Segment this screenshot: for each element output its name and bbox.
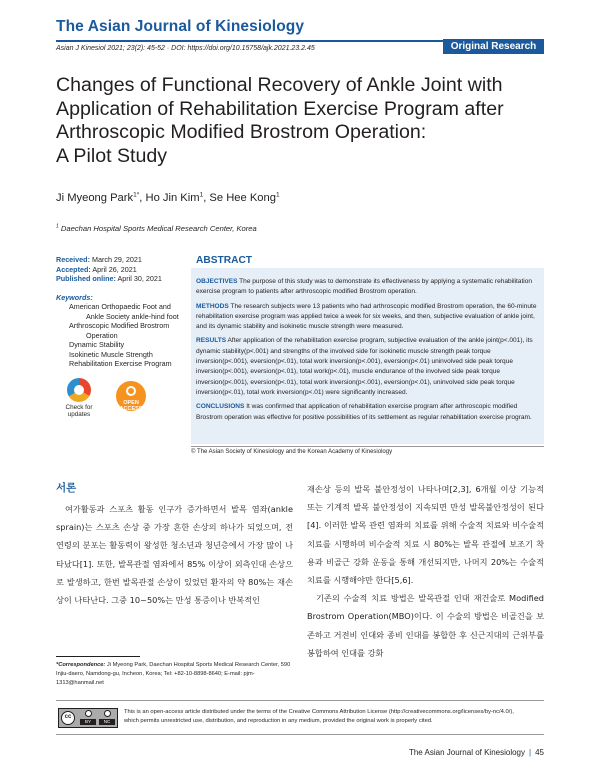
abstract-section-label: CONCLUSIONS [196,403,245,411]
title-line: Arthroscopic Modified Brostrom Operation: [56,121,427,143]
keyword-item: Arthroscopic Modified Brostrom [69,321,170,330]
affiliation-text: Daechan Hospital Sports Medical Research Center, Korea [58,224,257,233]
abstract-objectives [196,277,540,298]
citation-line: Asian J Kinesiol 2021; 23(2): 45-52 · DOI: https://doi.org/10.15758/ajk.2021.23.2.45 [56,45,315,52]
by-label: BY [80,719,96,725]
open-lock-icon [126,386,136,396]
author-list [56,192,280,204]
author-sup: 1 [275,191,280,199]
intro-heading: 서론 [56,482,77,494]
article-type-badge: Original Research [443,39,544,54]
page-number: 45 [535,748,544,757]
dollar-icon [104,710,111,717]
abstract-section-label: RESULTS [196,337,227,345]
author-name: Se Hee Kong [209,192,276,204]
person-icon [85,710,92,717]
abstract-results [196,336,540,398]
intro-paragraph: 여가활동과 스포츠 활동 인구가 증가하면서 발목 염좌(ankle sprain)는 스포츠 손상 중 가장 흔한 손상의 하나가 되었으며, 전 연령의 분포는 활동력이 왕성한 청소년과 청년층에서 가장 많이 나타났다[1]. 또한, 발목관절 염좌에서 85% 이상이 외측인대 손상으로 발생하고, 한번 발목관절 손상이 있었던 환자의 약 80%는 재손상이 나타난다. 그중 10~50%는 만성 통증이나 반복적인 [56,504,293,606]
license-line: This is an open-access article distributed under the terms of the Creative Commons Attribution License (http://creativecommons.org/licenses/by-nc/4.0/), [124,709,514,715]
nc-icon [99,710,115,727]
abstract-section-label: METHODS [196,302,229,310]
check-updates-line1: Check for [65,404,93,411]
abstract-title: ABSTRACT [196,255,253,266]
nc-label: NC [99,719,115,725]
open-access-line2: ACCESS [119,406,143,412]
abstract-conclusions [196,402,540,423]
title-line: Changes of Functional Recovery of Ankle Joint with [56,74,503,96]
cc-icon: cc [61,711,75,725]
keyword-item: American Orthopaedic Foot and [69,302,171,311]
check-updates-icon [67,378,91,402]
author-sep: , [139,192,146,204]
article-dates [56,255,162,284]
author-name: Ho Jin Kim [145,192,200,204]
journal-name: The Asian Journal of Kinesiology [56,18,305,35]
keyword-item: Dynamic Stability [69,340,125,349]
received-date [56,255,162,265]
abstract-methods [196,302,540,333]
abstract-divider [191,446,544,447]
accepted-date [56,265,162,275]
published-label: Published online: [56,274,116,283]
footnote-text: Ji Myeong Park, Daechan Hospital Sports Medical Research Center, 590 Injiu-daero, Namdong-gu, Incheon, Korea; Tel: +82-10-8898-8640; E-mail: pjm-1313@hanmail.net [56,662,291,686]
article-title [56,74,544,168]
keyword-item-cont: Operation [86,330,118,340]
intro-paragraph: 기존의 수술적 치료 방법은 발목관절 인대 재건술로 Modified Brostrom Operation(MBO)이다. 이 수술의 방법은 비골건을 보존하고 거전비 인대와 종비 인대를 봉합한 후 신근지대의 근위부를 봉합하여 인대를 강화 [307,593,544,658]
footnote-rule [56,656,140,657]
intro-paragraph: 재손상 등의 발목 불안정성이 나타나며[2,3], 6개월 이상 기능적 또는 기계적 발목 불안정성이 지속되면 만성 발목불안정성이 된다[4]. 이러한 발목 관련 염좌의 치료를 위해 수술적 치료와 비수술적 치료를 시행하며 비수술적 치료 시 80%는 발목 관절에 보조기 착용과 비골근 강화 운동을 통해 개선되지만, 나머지 20%는 수술적 치료를 시행해야만 한다[5,6]. [307,484,544,586]
footer-journal: The Asian Journal of Kinesiology [408,748,526,757]
accepted-label: Accepted: [56,264,91,274]
license-line: which permits unrestricted use, distribution, and reproduction in any medium, provided the original work is properly cited. [124,718,433,724]
abstract-section-text: The research subjects were 13 patients who had arthroscopic modified Brostrom operation, the 60-minute rehabilitation exercise program was applied twice a week for six weeks, and then, subjective evaluation of ankle joint, and its dynamic stability and isokinetic muscle strength were measured. [196,302,537,331]
cc-license-badge[interactable] [58,708,118,728]
keyword-item: Rehabilitation Exercise Program [69,359,172,368]
page-footer [409,748,544,757]
keywords-list [56,302,186,369]
affiliation [56,224,257,233]
title-line: A Pilot Study [56,144,168,167]
footer-rule [56,734,544,735]
received-label: Received: [56,255,90,264]
intro-left-column [56,500,293,609]
footer-separator: | [529,748,532,757]
author-sup: 1 [199,191,204,199]
check-updates-line2: updates [67,411,91,418]
keyword-item: Isokinetic Muscle Strength [69,349,153,359]
license-text [124,708,544,726]
keyword-item-cont: Ankle Society ankle-hind foot [86,311,179,321]
affiliation-sup: 1 [56,223,59,230]
accepted-value: April 26, 2021 [90,264,137,274]
intro-right-column [307,480,544,662]
published-date [56,274,162,284]
copyright-line: © The Asian Society of Kinesiology and the Korean Academy of Kinesiology [191,449,393,455]
abstract-section-text: It was confirmed that application of rehabilitation exercise program after arthroscopic modified Brostrom operation was effective for positive possibilities of its settlement as regular rehabilitation exercise program. [196,403,532,421]
title-line: Application of Rehabilitation Exercise Program after [56,97,504,120]
author-sep: , [203,192,210,204]
by-icon [80,710,96,727]
author-sup: 1* [133,191,140,199]
open-access-line1: OPEN [123,400,139,406]
abstract-section-text: The purpose of this study was to demonstrate its effectiveness by applying a systematic rehabilitation exercise program to patients after arthroscopic modified Brostrom operation. [196,278,533,296]
open-access-label [116,400,146,412]
abstract-section-label: OBJECTIVES [196,278,238,285]
keywords-title: Keywords: [56,293,93,302]
license-divider [56,700,544,701]
abstract-body [196,277,540,427]
abstract-section-text: After application of the rehabilitation exercise program, subjective evaluation of the ankle joint(p<.001), its dynamic stability(p<.001) and strengths of the involved side for isokinetic muscle strength peak torque inversion(p<.001), eversion(p<.01), total work inversion(p<.001), eversion(p<.01) uninvolved side peak torque inversion(p<.001), eversion(p<.01), total work(p<.01), muscle endurance of the involved side peak torque inversion(p<.001), eversion(p<.01), total work inversion(p<.001), eversion(p<.01), uninvolved side peak torque inversion(p<.01), total work inversion(p<.01) were significantly increased. [196,337,533,396]
correspondence-footnote [56,661,296,687]
received-value: March 29, 2021 [89,255,142,264]
footnote-label: *Correspondence: [56,662,106,668]
check-for-updates-badge[interactable] [62,378,96,418]
published-value: April 30, 2021 [115,274,162,283]
open-access-icon [116,381,146,411]
author-name: Ji Myeong Park [56,192,134,204]
